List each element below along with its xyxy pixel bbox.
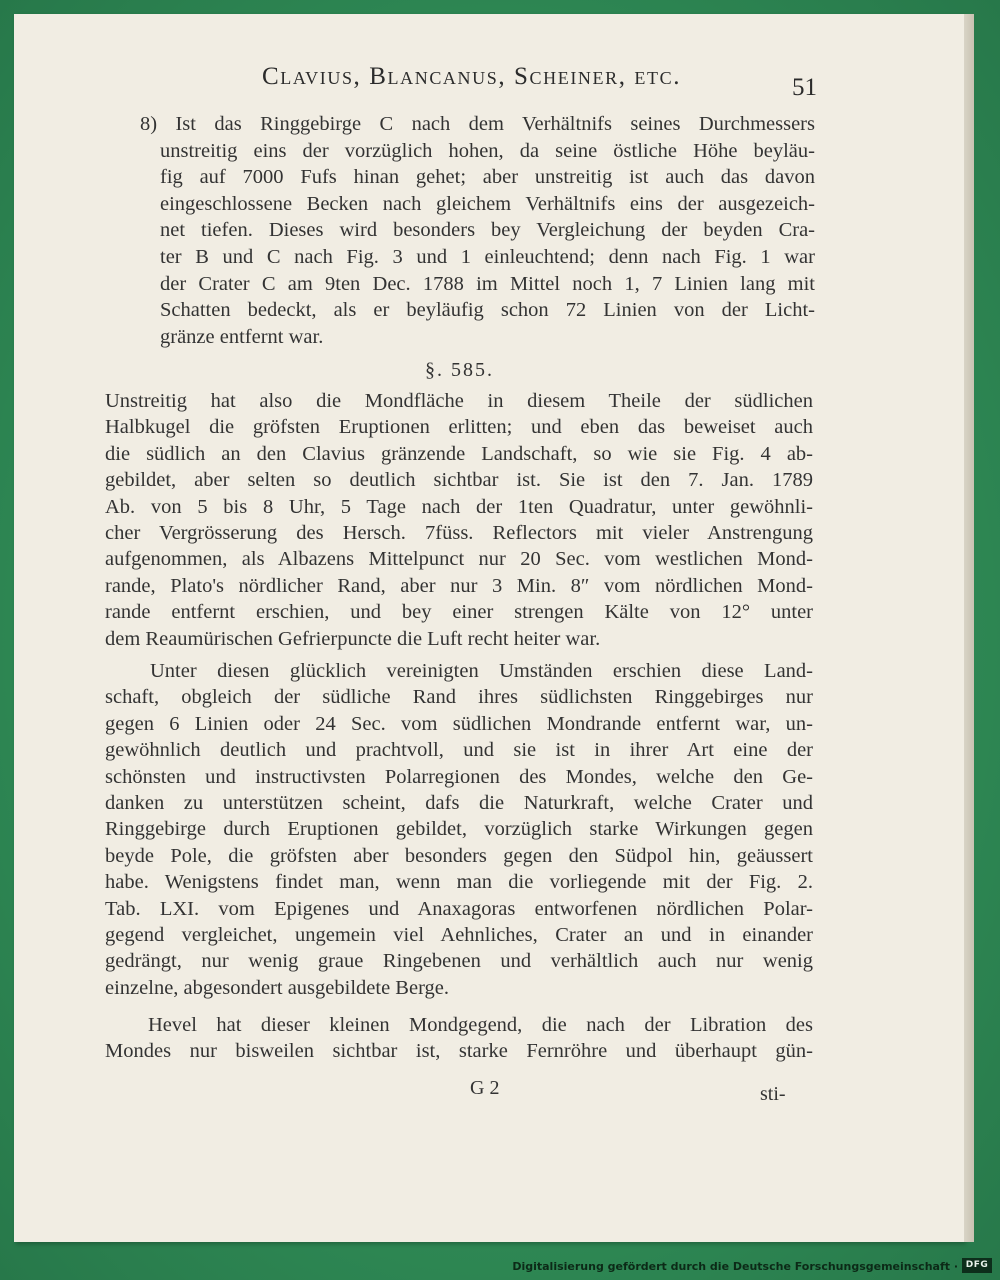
text-line: der Crater C am 9ten Dec. 1788 im Mittel noch 1, 7 Linien lang mit bbox=[160, 273, 815, 295]
text-line: Unstreitig hat also die Mondfläche in diesem Theile der südlichen bbox=[105, 391, 813, 412]
page-edge bbox=[964, 14, 974, 1242]
page-number: 51 bbox=[792, 74, 817, 101]
text-line: habe. Wenigstens findet man, wenn man die vorliegende mit der Fig. 2. bbox=[105, 872, 813, 894]
text-line: cher Vergrösserung des Hersch. 7füss. Reflectors mit vieler Anstrengung bbox=[105, 523, 813, 544]
text-line: beyde Pole, die gröfsten aber besonders gegen den Südpol hin, geäussert bbox=[105, 845, 813, 867]
text-line: Unter diesen glücklich vereinigten Umständen erschien diese Land- bbox=[150, 661, 813, 682]
running-head: Clavius, Blancanus, Scheiner, etc. bbox=[262, 63, 682, 90]
text-line: Schatten bedeckt, als er beyläufig schon 72 Linien von der Licht- bbox=[160, 300, 815, 322]
text-line: Tab. LXI. vom Epigenes und Anaxagoras entworfenen nördlichen Polar- bbox=[105, 898, 813, 920]
text-line: Hevel hat dieser kleinen Mondgegend, die nach der Libration des bbox=[148, 1015, 813, 1036]
text-line: gegend vergleichet, ungemein viel Aehnliches, Crater an und in einander bbox=[105, 925, 813, 946]
text-line: fig auf 7000 Fufs hinan gehet; aber unstreitig ist auch das davon bbox=[160, 167, 815, 189]
text-line: eingeschlossene Becken nach gleichem Verhältnifs eins der ausgezeich- bbox=[160, 193, 815, 215]
text-line: einzelne, abgesondert ausgebildete Berge. bbox=[105, 976, 449, 999]
dfg-logo: DFG bbox=[962, 1258, 992, 1273]
text-line: schönsten und instructivsten Polarregionen des Mondes, welche den Ge- bbox=[105, 766, 813, 788]
text-line: 8) Ist das Ringgebirge C nach dem Verhältnifs seines Durchmessers bbox=[140, 114, 815, 135]
text-line: gedrängt, nur wenig graue Ringebenen und verhältlich auch nur wenig bbox=[105, 951, 813, 973]
funding-note: Digitalisierung gefördert durch die Deutsche Forschungsgemeinschaft · bbox=[512, 1260, 958, 1273]
text-line: net tiefen. Dieses wird besonders bey Vergleichung der beyden Cra- bbox=[160, 220, 815, 242]
text-line: dem Reaumürischen Gefrierpuncte die Luft recht heiter war. bbox=[105, 627, 601, 650]
text-line: danken zu unterstützen scheint, dafs die Naturkraft, welche Crater und bbox=[105, 793, 813, 814]
text-line: die südlich an den Clavius gränzende Landschaft, so wie sie Fig. 4 ab- bbox=[105, 443, 813, 465]
catchword: sti- bbox=[760, 1083, 786, 1105]
text-line: schaft, obgleich der südliche Rand ihres südlichsten Ringgebirges nur bbox=[105, 687, 813, 709]
text-line: gewöhnlich deutlich und prachtvoll, und sie ist in ihrer Art eine der bbox=[105, 740, 813, 762]
text-line: gebildet, aber selten so deutlich sichtbar ist. Sie ist den 7. Jan. 1789 bbox=[105, 470, 813, 492]
text-line: rande, Plato's nördlicher Rand, aber nur 3 Min. 8″ vom nördlichen Mond- bbox=[105, 575, 813, 597]
text-line: rande entfernt erschien, und bey einer strengen Kälte von 12° unter bbox=[105, 602, 813, 624]
printer-signature: G 2 bbox=[470, 1077, 500, 1099]
text-line: ter B und C nach Fig. 3 und 1 einleuchtend; denn nach Fig. 1 war bbox=[160, 247, 815, 268]
text-line: aufgenommen, als Albazens Mittelpunct nur 20 Sec. vom westlichen Mond- bbox=[105, 549, 813, 571]
text-line: unstreitig eins der vorzüglich hohen, da seine östliche Höhe beyläu- bbox=[160, 140, 815, 162]
text-line: Ringgebirge durch Eruptionen gebildet, vorzüglich starke Wirkungen gegen bbox=[105, 819, 813, 841]
text-line: Ab. von 5 bis 8 Uhr, 5 Tage nach der 1ten Quadratur, unter gewöhnli- bbox=[105, 496, 813, 518]
text-line: Mondes nur bisweilen sichtbar ist, starke Fernröhre und überhaupt gün- bbox=[105, 1041, 813, 1063]
text-line: gegen 6 Linien oder 24 Sec. vom südlichen Mondrande entfernt war, un- bbox=[105, 713, 813, 735]
section-heading: §. 585. bbox=[425, 359, 494, 381]
text-line: gränze entfernt war. bbox=[160, 325, 324, 348]
text-line: Halbkugel die gröfsten Eruptionen erlitten; und eben das beweiset auch bbox=[105, 417, 813, 439]
